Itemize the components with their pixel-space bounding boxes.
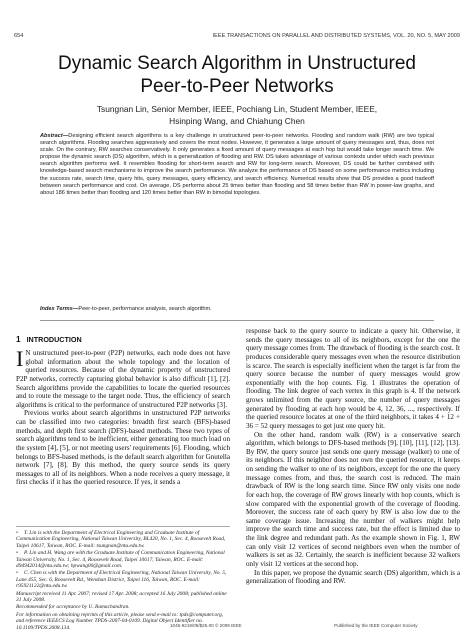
index-terms: Index Terms—Peer-to-peer, performance analysis, search algorithm.	[40, 306, 212, 312]
title-line-2: Peer-to-Peer Networks	[140, 76, 334, 97]
footnote-recommended: Recommended for acceptance by U. Ramachandran.	[16, 604, 130, 611]
footnote-affiliation-2: • P. Lin and H. Wang are with the Graduate Institute of Communication Engineering, National Taiwan University, No. 1, Sec. 4, Roosevelt Road, Taipei 10617, Taiwan, ROC. E-mail: d94942014@ntu.edu.tw; hpwang00@gmail.com.	[16, 550, 225, 570]
intro-paragraph-1: I N unstructured peer-to-peer (P2P) networks, each node does not have global information about the whole topology and the location of queried resources. Because of the dynamic property of unstructured P2P networks, correctly capturing global behavior is also difficult [1], [2]. Search algorithms provide the capabilities to locate the queried resources and to route the message to the target node. Thus, the efficiency of search algorithms is critical to the performance of unstructured P2P networks [3].	[16, 346, 230, 409]
index-terms-text: Peer-to-peer, performance analysis, search algorithm.	[78, 306, 212, 312]
footnotes	[16, 526, 230, 632]
journal-header: IEEE TRANSACTIONS ON PARALLEL AND DISTRIBUTED SYSTEMS, VOL. 20, NO. 5, MAY 2009	[212, 33, 460, 39]
index-terms-label: Index Terms	[40, 306, 73, 312]
abstract: Abstract—Designing efficient search algorithms is a key challenge in unstructured peer-to-peer networks. Flooding and random walk (RW) are two typical search algorithms. Flooding searches aggressively and covers the most nodes. However, it generates a large amount of query messages and, thus, does not scale. On the contrary, RW searches conservatively. It only generates a fixed amount of query messages at each hop but would take longer search time. We propose the dynamic search (DS) algorithm, which is a generalization of flooding and RW. DS takes advantage of various contexts under which each previous search algorithm performs well. It resembles flooding for short-term search and RW for long-term search. Moreover, DS could be further combined with knowledge-based search mechanisms to improve the search performance. We analyze the performance of DS based on some performance metrics including the success rate, search time, query hits, query messages, query efficiency, and search efficiency. Numerical results show that DS provides a good tradeoff between search performance and cost. On average, DS performs about 25 times better than flooding and 58 times better than RW in power-law graphs, and about 186 times better than flooding and 120 times better than RW in bimodal topologies.	[40, 133, 434, 196]
footnote-info: For information on obtaining reprints of this article, please send e-mail to: tpds@computer.org, and reference IEEECS Log Number TPDS-2007-04-0109. Digital Object Identifier no. 10.1109/TPDS.2008.134.	[16, 611, 224, 631]
authors-line-1: Tsungnan Lin, Senior Member, IEEE, Pochiang Lin, Student Member, IEEE,	[96, 104, 378, 114]
paper-title	[0, 52, 474, 98]
left-column	[16, 335, 230, 487]
right-paragraph-3: In this paper, we propose the dynamic search (DS) algorithm, which is a generalization of flooding and RW.	[246, 568, 460, 586]
abstract-text: Designing efficient search algorithms is a key challenge in unstructured peer-to-peer networks. Flooding and random walk (RW) are two typical search algorithms. Flooding searches aggressively and covers the most nodes. However, it generates a large amount of query messages and, thus, does not scale. On the contrary, RW searches conservatively. It only generates a fixed amount of query messages at each hop but would take longer search time. We propose the dynamic search (DS) algorithm, which is a generalization of flooding and RW. DS takes advantage of various contexts under which each previous search algorithm performs well. It resembles flooding for short-term search and RW for long-term search. Moreover, DS could be further combined with knowledge-based search mechanisms to improve the search performance. We analyze the performance of DS based on some performance metrics including the success rate, search time, query hits, query messages, query efficiency, and search efficiency. Numerical results show that DS provides a good tradeoff between search performance and cost. On average, DS performs about 25 times better than flooding and 58 times better than RW in power-law graphs, and about 186 times better than flooding and 120 times better than RW in bimodal topologies.	[40, 133, 434, 196]
right-paragraph-1: response back to the query source to indicate a query hit. Otherwise, it sends the query messages to all of its neighbors, except for the one the query message comes from. The drawback of flooding is the search cost. It produces considerable query messages even when the resource distribution is scarce. The search is especially inefficient when the target is far from the query source because the number of query messages would grow exponentially with the hop counts. Fig. 1 illustrates the operation of flooding. The link degree of each vertex in this graph is 4. If the network grows unlimited from the query source, the number of query messages generated by flooding at each hop would be 4, 12, 36, ..., respectively. If the queried resource locates at one of the third neighbors, it takes 4 + 12 + 36 = 52 query messages to get just one query hit.	[246, 327, 460, 430]
publisher-footer: Published by the IEEE Computer Society	[334, 623, 418, 628]
footnote-received: Manuscript received 11 Apr. 2007; revised 17 Apr. 2008; accepted 16 July 2008; published online 31 July 2008.	[16, 590, 227, 604]
right-column	[246, 327, 460, 586]
intro-paragraph-2: Previous works about search algorithms in unstructured P2P networks can be classified into two categories: breadth first search (BFS)-based methods, and depth first search (DFS)-based methods. These two types of search algorithms tend to be inefficient, either generating too much load on the system [4], [5], or not meeting users' requirements [6]. Flooding, which belongs to BFS-based methods, is the default search algorithm for Gnutella network [7], [8]. By this method, the query source sends its query messages to all of its neighbors. When a node receives a query message, it first checks if it has the queried resource. If yes, it sends a	[16, 409, 230, 487]
footnote-affiliation-3: • C. Chen is with the Department of Electrical Engineering, National Taiwan University, No. 5, Lane 455, Sec. 6, Roosevelt Rd., Wenshan District, Taipei 116, Taiwan, ROC. E-mail: r95921122@ntu.edu.tw.	[16, 570, 227, 590]
authors-line-2: Hsinping Wang, and Chiahung Chen	[169, 115, 305, 126]
page-number: 654	[14, 33, 24, 39]
running-header	[14, 33, 460, 43]
right-paragraph-2: On the other hand, random walk (RW) is a conservative search algorithm, which belongs to DFS-based methods [9], [10], [11], [12], [13]. By RW, the query source just sends one query message (walker) to one of its neighbors. If this neighbor does not own the queried resource, it keeps on sending the walker to one of its neighbors, except for the one the query message comes from, and thus, the search cost is reduced. The main drawback of RW is the long search time. Since RW only visits one node for each hop, the coverage of RW grows linearly with hop counts, which is slow compared with the exponential growth of the coverage of flooding. Moreover, the success rate of each query by RW is also low due to the same coverage issue. Increasing the number of walkers might help improve the search time and success rate, but the effect is limited due to the link degree and redundant path. As the example shown in Fig. 1, RW can only visit 12 vertices of second neighbors even when the number of walkers is set as 32. Certainly, the search is inefficient because 32 walkers only visit 12 vertices at the second hop.	[246, 430, 460, 568]
abstract-label: Abstract	[40, 133, 63, 139]
abstract-divider	[40, 320, 434, 321]
section-title: INTRODUCTION	[26, 335, 82, 344]
issn-footer: 1045-9219/09/$25.00 © 2009 IEEE	[170, 623, 242, 628]
section-heading	[16, 335, 230, 345]
author-list	[0, 104, 474, 127]
drop-cap: I	[16, 346, 24, 371]
footnote-affiliation-1: • T. Lin is with the Department of Electrical Engineering and Graduate Institute of Communication Engineering, National Taiwan University, BL420, No. 1, Sec. 4, Roosevelt Road, Taipei 10617, Taiwan, ROC. E-mail: tsungnan@ntu.edu.tw.	[16, 530, 226, 549]
section-number: 1	[16, 335, 21, 344]
title-line-1: Dynamic Search Algorithm in Unstructured	[58, 53, 416, 74]
